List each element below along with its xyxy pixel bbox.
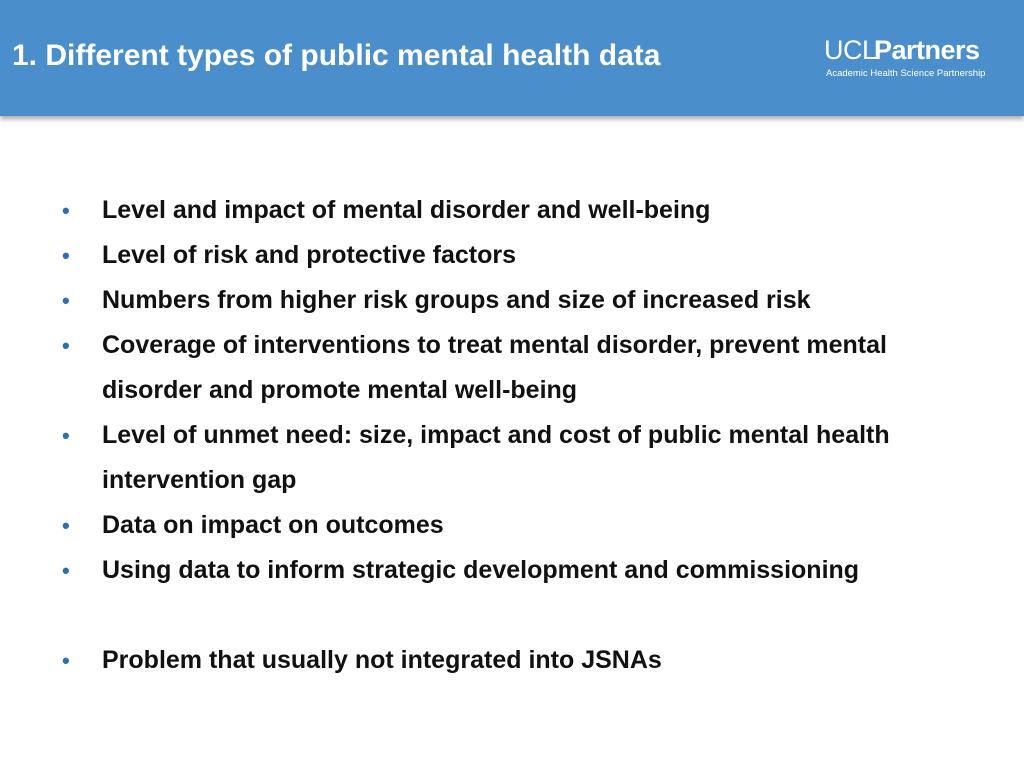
slide-title: 1. Different types of public mental health data xyxy=(12,39,661,72)
bullet-marker-icon: • xyxy=(62,243,70,268)
bullet-text: Level of unmet need: size, impact and cost of public mental health intervention gap xyxy=(102,421,890,494)
bullet-text: Level of risk and protective factors xyxy=(102,241,517,269)
bullet-text: Data on impact on outcomes xyxy=(102,511,444,539)
bullet-text: Numbers from higher risk groups and size of increased risk xyxy=(102,286,811,314)
logo-tagline: Academic Health Science Partnership xyxy=(826,68,986,79)
uclpartners-logo xyxy=(824,30,1004,86)
bullet-item xyxy=(62,278,962,323)
bullet-list xyxy=(62,188,962,683)
bullet-item xyxy=(62,503,962,548)
logo-partners-text: Partners xyxy=(874,35,980,65)
bullet-item xyxy=(62,188,962,233)
bullet-item xyxy=(62,413,962,503)
bullet-marker-icon: • xyxy=(62,333,70,358)
bullet-text: Coverage of interventions to treat mental disorder, prevent mental disorder and promote mental well-being xyxy=(102,331,887,404)
bullet-marker-icon: • xyxy=(62,288,70,313)
bullet-marker-icon: • xyxy=(62,648,70,673)
bullet-item xyxy=(62,638,962,683)
bullet-marker-icon: • xyxy=(62,423,70,448)
bullet-item xyxy=(62,548,962,593)
bullet-text: Problem that usually not integrated into JSNAs xyxy=(102,646,662,674)
bullet-text: Using data to inform strategic development and commissioning xyxy=(102,556,860,584)
bullet-marker-icon: • xyxy=(62,558,70,583)
bullet-marker-icon: • xyxy=(62,198,70,223)
bullet-item xyxy=(62,233,962,278)
header-bar xyxy=(0,0,1024,116)
logo-ucl-text: UCL xyxy=(824,35,877,65)
bullet-text: Level and impact of mental disorder and well-being xyxy=(102,196,711,224)
bullet-marker-icon: • xyxy=(62,513,70,538)
bullet-item xyxy=(62,323,962,413)
